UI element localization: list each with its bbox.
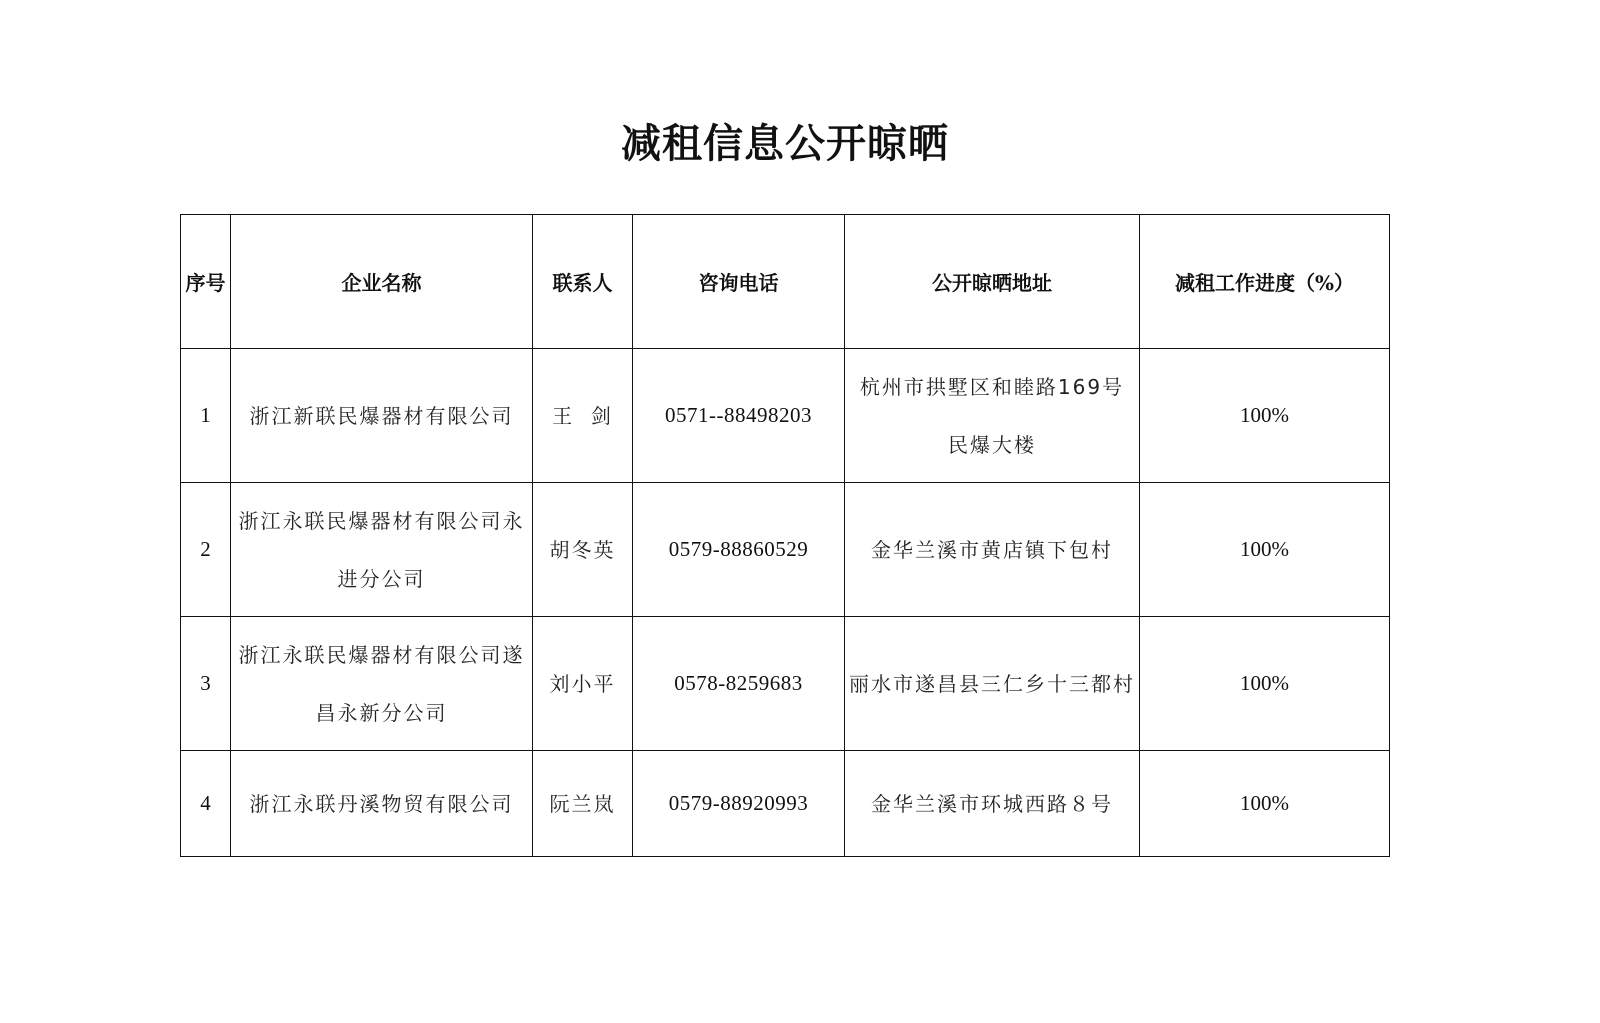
row-phone: 0578-8259683 bbox=[633, 617, 845, 751]
row-company: 浙江新联民爆器材有限公司 bbox=[231, 349, 533, 483]
header-company: 企业名称 bbox=[231, 215, 533, 349]
row-address: 金华兰溪市环城西路８号 bbox=[845, 751, 1140, 857]
row-contact: 胡冬英 bbox=[533, 483, 633, 617]
table-header-row bbox=[181, 215, 1390, 349]
table-row bbox=[181, 617, 1390, 751]
row-contact: 阮兰岚 bbox=[533, 751, 633, 857]
header-phone: 咨询电话 bbox=[633, 215, 845, 349]
row-contact: 王 剑 bbox=[533, 349, 633, 483]
row-address: 丽水市遂昌县三仁乡十三都村 bbox=[845, 617, 1140, 751]
row-index: 2 bbox=[181, 483, 231, 617]
row-progress: 100% bbox=[1140, 617, 1390, 751]
row-address: 金华兰溪市黄店镇下包村 bbox=[845, 483, 1140, 617]
header-index: 序号 bbox=[181, 215, 231, 349]
row-company: 浙江永联丹溪物贸有限公司 bbox=[231, 751, 533, 857]
table-row bbox=[181, 751, 1390, 857]
row-index: 3 bbox=[181, 617, 231, 751]
table-row bbox=[181, 483, 1390, 617]
document-title: 减租信息公开晾晒 bbox=[621, 120, 949, 167]
row-contact: 刘小平 bbox=[533, 617, 633, 751]
row-phone: 0579-88860529 bbox=[633, 483, 845, 617]
header-progress: 减租工作进度（%） bbox=[1140, 215, 1390, 349]
row-company: 浙江永联民爆器材有限公司永进分公司 bbox=[231, 483, 533, 617]
row-index: 4 bbox=[181, 751, 231, 857]
row-index: 1 bbox=[181, 349, 231, 483]
row-progress: 100% bbox=[1140, 349, 1390, 483]
row-phone: 0571--88498203 bbox=[633, 349, 845, 483]
row-progress: 100% bbox=[1140, 751, 1390, 857]
rent-reduction-table bbox=[180, 214, 1390, 857]
header-contact: 联系人 bbox=[533, 215, 633, 349]
row-company: 浙江永联民爆器材有限公司遂昌永新分公司 bbox=[231, 617, 533, 751]
table-row bbox=[181, 349, 1390, 483]
row-phone: 0579-88920993 bbox=[633, 751, 845, 857]
row-progress: 100% bbox=[1140, 483, 1390, 617]
row-address: 杭州市拱墅区和睦路169号民爆大楼 bbox=[845, 349, 1140, 483]
header-address: 公开晾晒地址 bbox=[845, 215, 1140, 349]
